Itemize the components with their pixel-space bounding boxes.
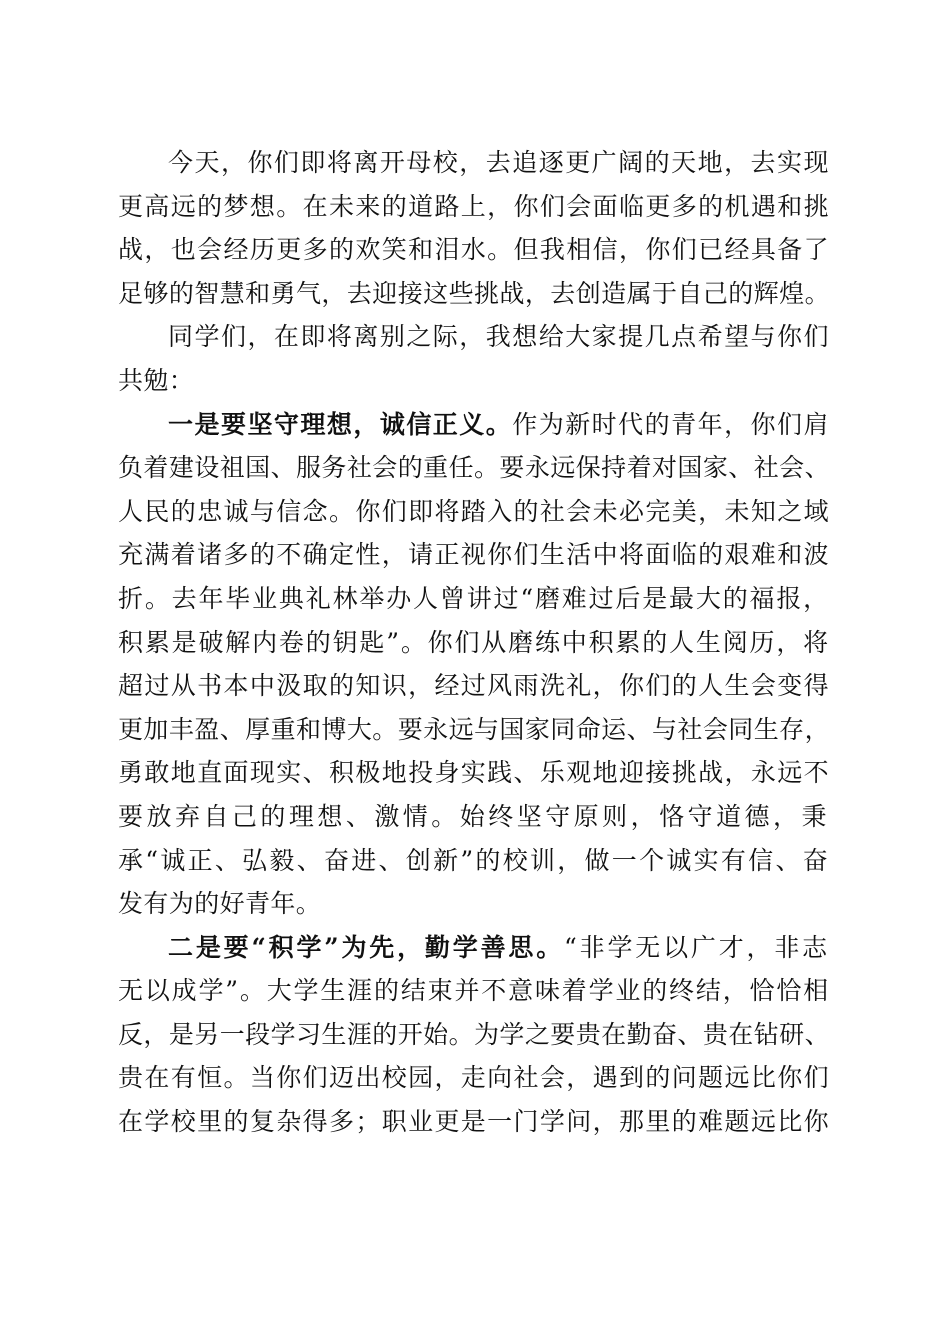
bold-heading: 一是要坚守理想，诚信正义。	[168, 409, 513, 439]
line-text: 超过从书本中汲取的知识，经过风雨洗礼，你们的人生会变得	[118, 671, 830, 701]
text-line	[118, 1056, 830, 1100]
line-text: 无以成学”。大学生涯的结束并不意味着学业的终结，恰恰相	[118, 976, 830, 1006]
line-text: 在学校里的复杂得多；职业更是一门学问，那里的难题远比你	[118, 1107, 830, 1137]
text-line	[118, 926, 830, 970]
text-line	[118, 882, 830, 926]
text-line	[118, 708, 830, 752]
line-text: 同学们，在即将离别之际，我想给大家提几点希望与你们	[168, 322, 830, 352]
line-text: 积累是破解内卷的钥匙”。你们从磨练中积累的人生阅历，将	[118, 627, 830, 657]
text-line	[118, 490, 830, 534]
line-text: “非学无以广才，非志	[564, 932, 830, 962]
text-line	[118, 1013, 830, 1057]
text-line	[118, 664, 830, 708]
line-text: 发有为的好青年。	[118, 889, 322, 919]
line-text: 承“诚正、弘毅、奋进、创新”的校训，做一个诚实有信、奋	[118, 845, 830, 875]
text-line	[118, 141, 830, 185]
line-text: 作为新时代的青年，你们肩	[512, 409, 830, 439]
line-text: 要放弃自己的理想、激情。始终坚守原则，恪守道德，秉	[118, 801, 830, 831]
text-line	[118, 359, 830, 403]
text-line	[118, 751, 830, 795]
text-line	[118, 533, 830, 577]
line-text: 折。去年毕业典礼林举办人曾讲过“磨难过后是最大的福报，	[118, 583, 830, 613]
line-text: 充满着诸多的不确定性，请正视你们生活中将面临的艰难和波	[118, 540, 830, 570]
text-line	[118, 315, 830, 359]
line-text: 更高远的梦想。在未来的道路上，你们会面临更多的机遇和挑	[118, 191, 830, 221]
text-line	[118, 795, 830, 839]
line-text: 共勉：	[118, 365, 195, 395]
text-line	[118, 228, 830, 272]
text-line	[118, 621, 830, 665]
line-text: 反，是另一段学习生涯的开始。为学之要贵在勤奋、贵在钻研、	[118, 1019, 830, 1049]
text-line	[118, 272, 830, 316]
text-line	[118, 839, 830, 883]
text-line	[118, 577, 830, 621]
line-text: 今天，你们即将离开母校，去追逐更广阔的天地，去实现	[168, 148, 830, 177]
line-text: 人民的忠诚与信念。你们即将踏入的社会未必完美，未知之域	[118, 496, 830, 526]
line-text: 勇敢地直面现实、积极地投身实践、乐观地迎接挑战，永远不	[118, 758, 830, 788]
text-line	[118, 969, 830, 1013]
text-line	[118, 446, 830, 490]
body-text	[118, 141, 830, 1144]
line-text: 负着建设祖国、服务社会的重任。要永远保持着对国家、社会、	[118, 453, 830, 483]
bold-heading: 二是要“积学”为先，勤学善思。	[168, 932, 565, 962]
line-text: 更加丰盈、厚重和博大。要永远与国家同命运、与社会同生存，	[118, 714, 830, 744]
text-line	[118, 1100, 830, 1144]
line-text: 战，也会经历更多的欢笑和泪水。但我相信，你们已经具备了	[118, 235, 830, 265]
text-line	[118, 185, 830, 229]
line-text: 贵在有恒。当你们迈出校园，走向社会，遇到的问题远比你们	[118, 1063, 830, 1093]
line-text: 足够的智慧和勇气，去迎接这些挑战，去创造属于自己的辉煌。	[118, 278, 830, 308]
text-line	[118, 403, 830, 447]
